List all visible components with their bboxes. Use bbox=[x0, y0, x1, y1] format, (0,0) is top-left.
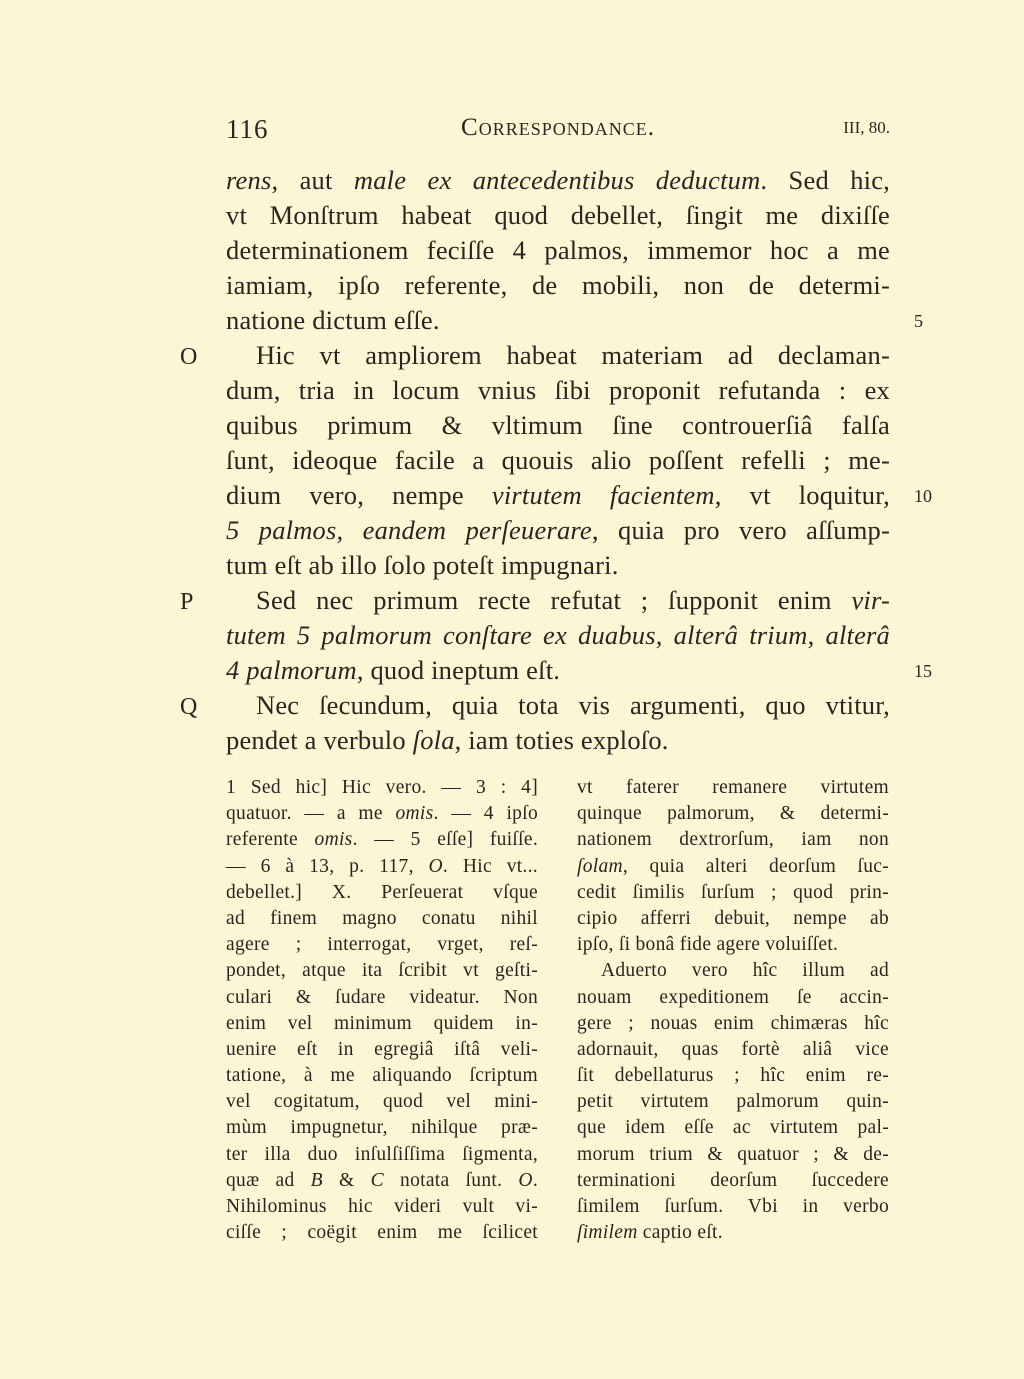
note-line: Nihilominus hic videri vult vi- bbox=[226, 1196, 538, 1217]
text-line: determinationem feciſſe 4 palmos, immemor hoc a me bbox=[226, 235, 890, 265]
note-line: 1 Sed hic] Hic vero. — 3 : 4] bbox=[226, 777, 538, 798]
note-line: ſimilem captio eſt. bbox=[577, 1222, 723, 1244]
line-number: 10 bbox=[914, 486, 932, 506]
text-line: rens, aut male ex antecedentibus deductum. Sed hic, bbox=[226, 165, 891, 195]
text-line: pendet a verbulo ſola, iam toties exploſo. bbox=[226, 725, 669, 755]
line-number: 5 bbox=[914, 311, 923, 331]
text-line: Nec ſecundum, quia tota vis argumenti, quo vtitur, bbox=[256, 690, 890, 720]
note-line: tatione, à me aliquando ſcriptum bbox=[226, 1065, 538, 1087]
note-line: petit virtutem palmorum quin- bbox=[577, 1091, 889, 1113]
text-line: Sed nec primum recte refutat ; ſupponit enim vir- bbox=[256, 585, 890, 615]
margin-letter: Q bbox=[180, 694, 198, 720]
note-line: que idem eſſe ac virtutem pal- bbox=[577, 1117, 889, 1139]
text-line: ſunt, ideoque facile a quouis alio poſſent refelli ; me- bbox=[226, 445, 890, 475]
note-line: quæ ad B & C notata ſunt. O. bbox=[226, 1169, 538, 1191]
text-line: vt Monſtrum habeat quod debellet, ſingit me dixiſſe bbox=[226, 200, 890, 230]
note-line: Aduerto vero hîc illum ad bbox=[601, 960, 889, 982]
note-line: ſit debellaturus ; hîc enim re- bbox=[577, 1065, 889, 1087]
note-line: culari & ſudare videatur. Non bbox=[226, 986, 538, 1008]
note-line: adornauit, quas fortè aliâ vice bbox=[577, 1038, 889, 1060]
note-line: morum trium & quatuor ; & de- bbox=[577, 1143, 889, 1165]
note-line: ſolam, quia alteri deorſum ſuc- bbox=[577, 855, 889, 877]
note-line: ad finem magno conatu nihil bbox=[226, 907, 538, 929]
note-line: quinque palmorum, & determi- bbox=[577, 803, 889, 825]
note-line: ſimilem ſurſum. Vbi in verbo bbox=[577, 1196, 889, 1217]
line-number: 15 bbox=[914, 661, 932, 681]
letter-reference: III, 80. bbox=[843, 118, 890, 137]
text-line: 4 palmorum, quod ineptum eſt. bbox=[226, 655, 561, 685]
note-line: gere ; nouas enim chimæras hîc bbox=[577, 1012, 889, 1034]
text-line: 5 palmos, eandem perſeuerare, quia pro vero aſſump- bbox=[226, 515, 890, 545]
text-line: tutem 5 palmorum conſtare ex duabus, alterâ trium, alterâ bbox=[226, 620, 890, 650]
notes-column-right bbox=[577, 775, 889, 1246]
note-line: debellet.] X. Perſeuerat vſque bbox=[226, 881, 538, 903]
text-line: natione dictum eſſe. bbox=[226, 305, 440, 335]
note-line: agere ; interrogat, vrget, reſ- bbox=[226, 934, 538, 956]
notes-column-left bbox=[226, 775, 538, 1246]
note-line: ter illa duo inſulſiſſima ſigmenta, bbox=[226, 1143, 538, 1165]
note-line: vel cogitatum, quod vel mini- bbox=[226, 1091, 538, 1113]
text-line: quibus primum & vltimum ſine controuerſiâ falſa bbox=[226, 410, 890, 440]
main-text bbox=[226, 163, 890, 758]
margin-letter: P bbox=[180, 589, 194, 615]
text-line: tum eſt ab illo ſolo poteſt impugnari. bbox=[226, 550, 619, 580]
note-line: uenire eſt in egregiâ iſtâ veli- bbox=[226, 1038, 538, 1060]
text-line: dium vero, nempe virtutem facientem, vt loquitur, bbox=[226, 480, 890, 510]
note-line: quatuor. — a me omis. — 4 ipſo bbox=[226, 803, 538, 825]
text-line: iamiam, ipſo referente, de mobili, non de determi- bbox=[226, 270, 890, 300]
note-line: ciſſe ; coëgit enim me ſcilicet bbox=[226, 1222, 538, 1244]
note-line: — 6 à 13, p. 117, O. Hic vt... bbox=[226, 855, 538, 877]
note-line: nouam expeditionem ſe accin- bbox=[577, 986, 889, 1008]
note-line: vt faterer remanere virtutem bbox=[577, 777, 889, 798]
note-line: cedit ſimilis ſurſum ; quod prin- bbox=[577, 881, 889, 903]
running-head bbox=[226, 114, 890, 150]
running-title: Correspondance. bbox=[461, 114, 655, 141]
text-line: Hic vt ampliorem habeat materiam ad declaman- bbox=[256, 340, 890, 370]
page-number: 116 bbox=[226, 114, 269, 144]
note-line: referente omis. — 5 eſſe] fuiſſe. bbox=[226, 829, 538, 851]
note-line: pondet, atque ita ſcribit vt geſti- bbox=[226, 960, 538, 982]
note-line: nationem dextrorſum, iam non bbox=[577, 829, 889, 851]
note-line: terminationi deorſum ſuccedere bbox=[577, 1169, 889, 1191]
text-line: dum, tria in locum vnius ſibi proponit refutanda : ex bbox=[226, 375, 890, 405]
margin-letter: O bbox=[180, 344, 198, 370]
note-line: enim vel minimum quidem in- bbox=[226, 1012, 538, 1034]
note-line: ipſo, ſi bonâ fide agere voluiſſet. bbox=[577, 934, 839, 956]
note-line: cipio afferri debuit, nempe ab bbox=[577, 907, 889, 929]
note-line: mùm impugnetur, nihilque præ- bbox=[226, 1117, 538, 1139]
